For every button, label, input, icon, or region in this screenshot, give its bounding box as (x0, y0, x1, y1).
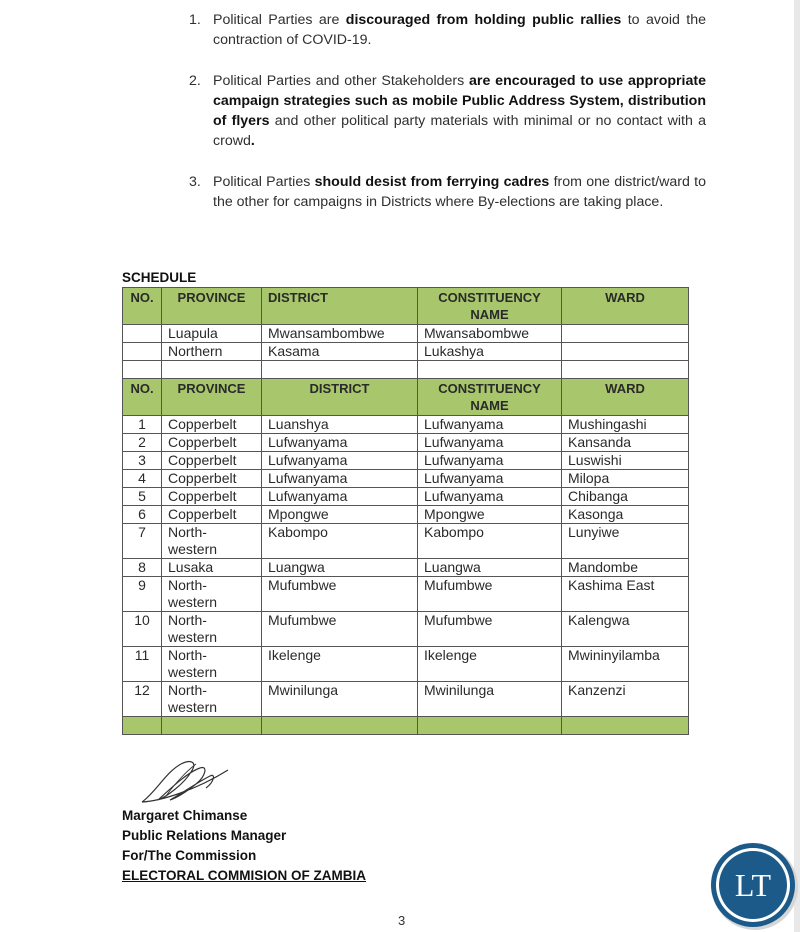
column-header: DISTRICT (262, 288, 418, 325)
table-cell: Copperbelt (162, 506, 262, 524)
item-number: 3. (189, 174, 201, 190)
item-number: 2. (189, 73, 201, 89)
table-cell: Mufumbwe (418, 577, 562, 612)
table-cell: Luangwa (418, 559, 562, 577)
table-cell: Lufwanyama (418, 434, 562, 452)
table-row (123, 325, 689, 343)
table-cell: Lunyiwe (562, 524, 689, 559)
table-cell: Mwansambombwe (262, 325, 418, 343)
signatory-title: Public Relations Manager (122, 828, 287, 843)
table-cell: Lufwanyama (418, 416, 562, 434)
table-cell (123, 717, 162, 735)
schedule-title: SCHEDULE (122, 270, 197, 285)
table-cell: Lufwanyama (262, 452, 418, 470)
table-row (123, 343, 689, 361)
table-cell (123, 343, 162, 361)
table-cell: Copperbelt (162, 470, 262, 488)
column-header: PROVINCE (162, 288, 262, 325)
signatory-organization: ELECTORAL COMMISION OF ZAMBIA (122, 868, 366, 883)
table-cell: 11 (123, 647, 162, 682)
table-cell: Lufwanyama (418, 488, 562, 506)
table-cell: Copperbelt (162, 452, 262, 470)
table-cell: Luangwa (262, 559, 418, 577)
guideline-item-2: 2. Political Parties and other Stakeholders are encouraged to use appropriate campaign strategies such as mobile Public Address System, distribution of flyers and other political party materials with minimal or no contact with a crowd. (189, 73, 706, 149)
table-cell: North-western (162, 647, 262, 682)
table-row (123, 612, 689, 647)
table-cell: Luapula (162, 325, 262, 343)
table-cell: Mwinilunga (418, 682, 562, 717)
table-cell: Mandombe (562, 559, 689, 577)
table-cell: Lufwanyama (418, 452, 562, 470)
table-cell: Lufwanyama (262, 434, 418, 452)
column-header: PROVINCE (162, 379, 262, 416)
table-cell (123, 361, 162, 379)
table-cell: 5 (123, 488, 162, 506)
table-cell: 3 (123, 452, 162, 470)
table-cell: North-western (162, 524, 262, 559)
table-cell: Lufwanyama (418, 470, 562, 488)
table-cell: Mufumbwe (418, 612, 562, 647)
table-cell: Mushingashi (562, 416, 689, 434)
table-cell: Mwansabombwe (418, 325, 562, 343)
table-row (123, 524, 689, 559)
schedule-table-body (123, 288, 689, 735)
guideline-item-3: 3. Political Parties should desist from ferrying cadres from one district/ward to the other for campaigns in Districts where By-elections are taking place. (189, 174, 706, 210)
column-header: CONSTITUENCY NAME (418, 288, 562, 325)
table-cell: Mufumbwe (262, 577, 418, 612)
table-cell (162, 717, 262, 735)
table-cell (562, 717, 689, 735)
column-header: WARD (562, 379, 689, 416)
table-cell: 9 (123, 577, 162, 612)
table-cell (262, 361, 418, 379)
table-cell: 6 (123, 506, 162, 524)
column-header: NO. (123, 379, 162, 416)
table-row (123, 434, 689, 452)
logo-text: LT (734, 867, 772, 903)
column-header: CONSTITUENCY NAME (418, 379, 562, 416)
signature-block (122, 806, 366, 886)
table-cell: Kabompo (262, 524, 418, 559)
table-cell: Copperbelt (162, 434, 262, 452)
table-cell: 4 (123, 470, 162, 488)
table-cell: North-western (162, 682, 262, 717)
table-cell: Mpongwe (262, 506, 418, 524)
table-row (123, 488, 689, 506)
table-cell: Luanshya (262, 416, 418, 434)
table-row (123, 506, 689, 524)
table-cell: Ikelenge (262, 647, 418, 682)
schedule-table (122, 287, 689, 735)
signatory-for: For/The Commission (122, 848, 257, 863)
table-cell: Ikelenge (418, 647, 562, 682)
table-cell: North-western (162, 577, 262, 612)
column-header: NO. (123, 288, 162, 325)
table-cell: 10 (123, 612, 162, 647)
column-header: DISTRICT (262, 379, 418, 416)
table-cell (418, 717, 562, 735)
table-cell: 7 (123, 524, 162, 559)
table-cell: Milopa (562, 470, 689, 488)
table-cell: Mufumbwe (262, 612, 418, 647)
guideline-list (186, 10, 706, 212)
table-cell: Copperbelt (162, 416, 262, 434)
guideline-item-1: 1. Political Parties are discouraged from holding public rallies to avoid the contraction of COVID-19. (189, 12, 707, 48)
table-cell (562, 325, 689, 343)
table-cell: Mpongwe (418, 506, 562, 524)
table-footer-row (123, 717, 689, 735)
page-edge-shadow (794, 0, 800, 932)
table-cell: Kalengwa (562, 612, 689, 647)
table-cell: North-western (162, 612, 262, 647)
table-cell (418, 361, 562, 379)
table-cell (562, 343, 689, 361)
table-cell: 1 (123, 416, 162, 434)
page-number: 3 (398, 913, 406, 928)
table-row (123, 647, 689, 682)
table-cell (162, 361, 262, 379)
table-cell: Lukashya (418, 343, 562, 361)
table-cell: Kasonga (562, 506, 689, 524)
item-number: 1. (189, 12, 201, 28)
signatory-name: Margaret Chimanse (122, 808, 248, 823)
table-cell: Kanzenzi (562, 682, 689, 717)
table-cell: Lufwanyama (262, 488, 418, 506)
table-row (123, 577, 689, 612)
column-header: WARD (562, 288, 689, 325)
table-row (123, 452, 689, 470)
table-cell: Luswishi (562, 452, 689, 470)
table-row (123, 470, 689, 488)
table-row (123, 361, 689, 379)
table-cell: Lusaka (162, 559, 262, 577)
table-cell: 8 (123, 559, 162, 577)
table-row (123, 416, 689, 434)
table-cell: Kasama (262, 343, 418, 361)
table-header-row (123, 288, 689, 325)
table-cell: Kabompo (418, 524, 562, 559)
table-cell (262, 717, 418, 735)
table-row (123, 559, 689, 577)
table-cell: 12 (123, 682, 162, 717)
table-cell: Mwinilunga (262, 682, 418, 717)
table-cell (562, 361, 689, 379)
table-cell: 2 (123, 434, 162, 452)
table-cell: Northern (162, 343, 262, 361)
table-row (123, 682, 689, 717)
table-cell: Lufwanyama (262, 470, 418, 488)
table-cell: Kansanda (562, 434, 689, 452)
signature-image (136, 752, 236, 812)
lusaka-times-logo (708, 840, 798, 930)
table-cell: Copperbelt (162, 488, 262, 506)
table-cell: Chibanga (562, 488, 689, 506)
table-header-row (123, 379, 689, 416)
table-cell (123, 325, 162, 343)
table-cell: Mwininyilamba (562, 647, 689, 682)
table-cell: Kashima East (562, 577, 689, 612)
